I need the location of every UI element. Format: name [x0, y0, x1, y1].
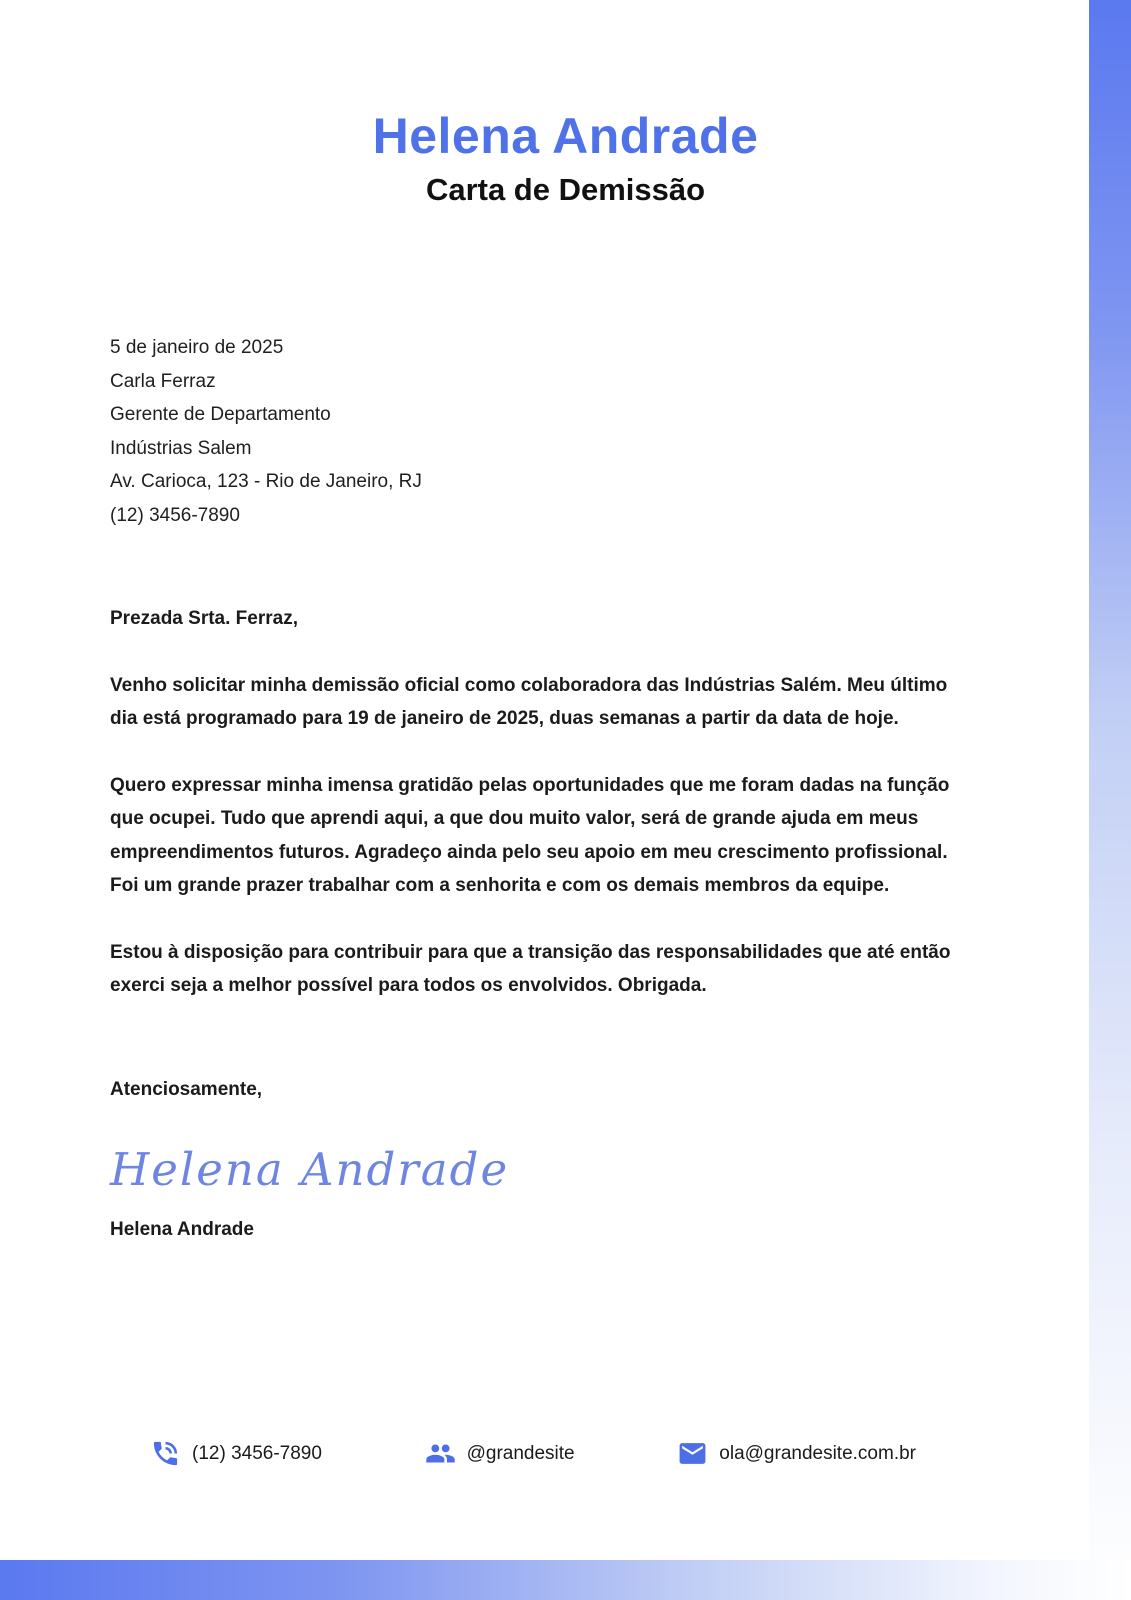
- recipient-phone: (12) 3456-7890: [110, 504, 240, 526]
- letter-date: 5 de janeiro de 2025: [110, 337, 284, 358]
- handwritten-signature: Helena Andrade: [110, 1143, 510, 1196]
- recipient-role: Gerente de Departamento: [110, 404, 331, 425]
- recipient-address: Av. Carioca, 123 - Rio de Janeiro, RJ: [110, 471, 422, 492]
- footer-phone-text: (12) 3456-7890: [192, 1442, 322, 1464]
- letter-header: [0, 108, 1131, 208]
- email-icon: [677, 1438, 708, 1469]
- footer-social-item: [425, 1438, 575, 1469]
- paragraph-1: Venho solicitar minha demissão oficial como colaboradora das Indústrias Salém. Meu último dia está programado para 19 de janeiro de 2025, duas semanas a partir da data de hoje.: [110, 674, 948, 729]
- paragraph-3: Estou à disposição para contribuir para que a transição das responsabilidades que até então exerci seja a melhor possível para todos os envolvidos. Obrigada.: [110, 941, 951, 996]
- recipient-company: Indústrias Salem: [110, 437, 252, 459]
- letter-body: [110, 602, 978, 1247]
- right-gradient-bar: [1089, 0, 1131, 1600]
- page-subtitle: Carta de Demissão: [425, 172, 706, 207]
- footer-social-text: @grandesite: [466, 1442, 575, 1464]
- contact-footer: [150, 1438, 916, 1469]
- phone-icon: [150, 1438, 181, 1469]
- footer-phone-item: [150, 1438, 322, 1469]
- recipient-name: Carla Ferraz: [110, 370, 216, 392]
- signature-typed-name: Helena Andrade: [110, 1219, 254, 1240]
- paragraph-2: Quero expressar minha imensa gratidão pelas oportunidades que me foram dadas na função que ocupei. Tudo que aprendi aqui, a que dou muito valor, será de grande ajuda em meus empreendimentos futuros. Agradeço ainda pelo seu apoio em meu crescimento profissional. Foi um grande prazer trabalhar com a senhorita e com os demais membros da equipe.: [110, 774, 950, 896]
- footer-email-item: [677, 1438, 916, 1469]
- footer-email-text: ola@grandesite.com.br: [719, 1442, 916, 1464]
- people-icon: [425, 1438, 456, 1469]
- salutation: Prezada Srta. Ferraz,: [110, 608, 298, 629]
- bottom-gradient-bar: [0, 1560, 1131, 1600]
- recipient-block: [110, 331, 422, 532]
- closing: Atenciosamente,: [110, 1078, 263, 1100]
- page-title: Helena Andrade: [372, 108, 759, 164]
